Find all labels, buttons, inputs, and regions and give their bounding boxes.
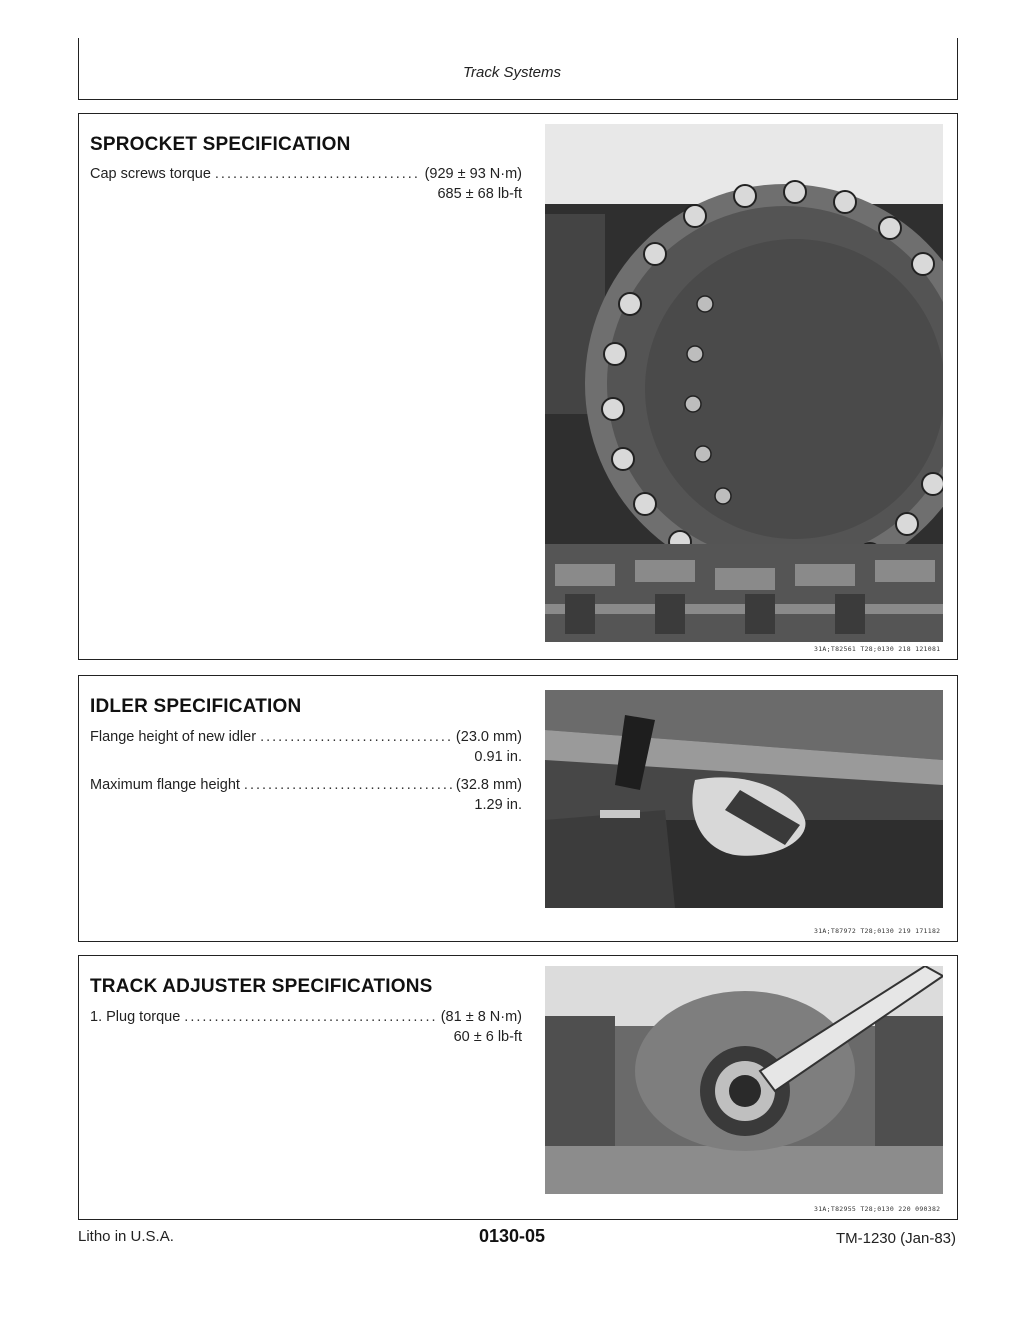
adjuster-photo — [545, 966, 943, 1194]
footer-printer-note: Litho in U.S.A. — [78, 1228, 174, 1245]
manual-code: TM-1230 (Jan-83) — [835, 1230, 956, 1247]
spec-metric: (929 ± 93 N·m) — [424, 166, 522, 182]
spec-row — [90, 777, 522, 793]
photo-code: 31A;T82561 T28;0130 218 121081 — [814, 645, 941, 653]
running-head: Track Systems — [462, 64, 562, 81]
sprocket-photo — [545, 124, 943, 642]
spec-label: Flange height of new idler — [90, 729, 257, 745]
spec-metric: (81 ± 8 N·m) — [440, 1009, 522, 1025]
section-title: TRACK ADJUSTER SPECIFICATIONS — [90, 976, 433, 997]
spec-imperial: 60 ± 6 lb-ft — [453, 1029, 522, 1045]
spec-row — [90, 166, 522, 182]
spec-row — [90, 729, 522, 745]
dot-leader — [260, 729, 452, 745]
spec-row — [90, 1009, 522, 1025]
photo-code: 31A;T82955 T28;0130 220 090382 — [814, 1205, 941, 1213]
section-title: SPROCKET SPECIFICATION — [90, 134, 351, 155]
photo-code: 31A;T87972 T28;0130 219 171182 — [814, 927, 941, 935]
dot-leader — [215, 166, 421, 182]
spec-label: 1. Plug torque — [90, 1009, 181, 1025]
spec-imperial: 1.29 in. — [474, 797, 522, 813]
spec-metric: (32.8 mm) — [455, 777, 522, 793]
dot-leader — [184, 1009, 436, 1025]
idler-section — [78, 675, 958, 942]
spec-imperial: 685 ± 68 lb-ft — [437, 186, 522, 202]
spec-metric: (23.0 mm) — [455, 729, 522, 745]
dot-leader — [244, 777, 452, 793]
spec-imperial: 0.91 in. — [474, 749, 522, 765]
idler-photo — [545, 690, 943, 908]
track-adjuster-section — [78, 955, 958, 1220]
spec-label: Maximum flange height — [90, 777, 240, 793]
sprocket-section — [78, 113, 958, 660]
spec-label: Cap screws torque — [90, 166, 211, 182]
section-title: IDLER SPECIFICATION — [90, 696, 302, 717]
page-number: 0130-05 — [478, 1226, 546, 1246]
